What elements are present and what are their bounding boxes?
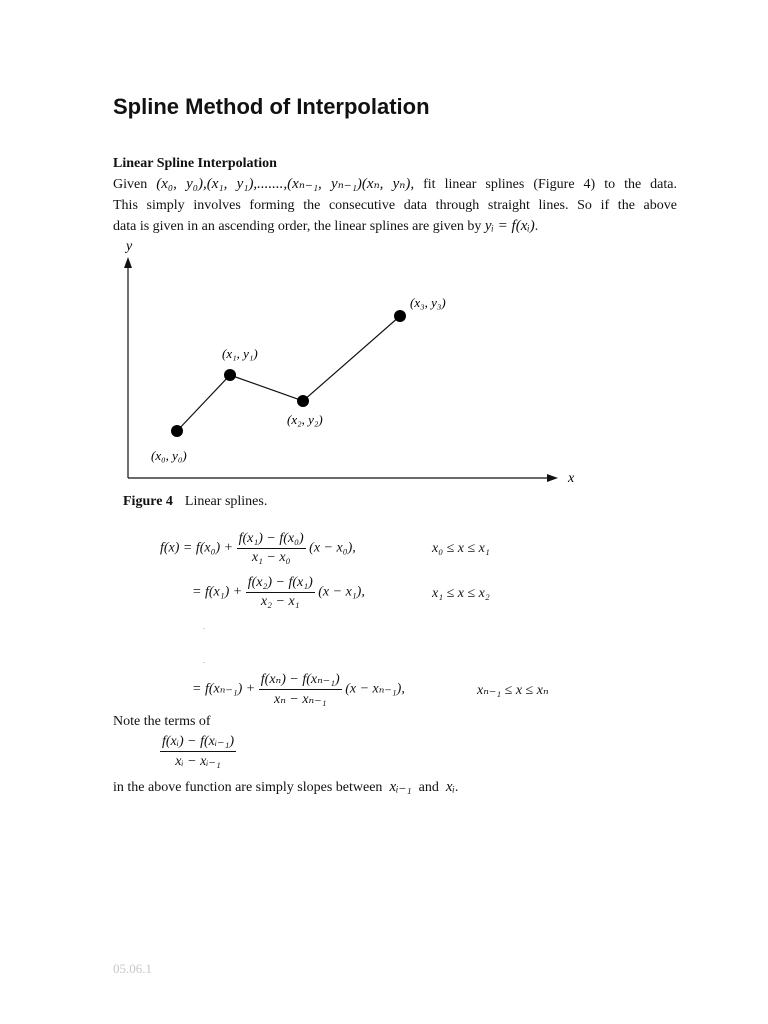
eq1-condition: x₀ ≤ x ≤ x₁ <box>432 541 490 556</box>
eq3-lhs: = f(xₙ₋₁) + <box>192 681 256 697</box>
point-1-marker <box>224 369 236 381</box>
page-title: Spline Method of Interpolation <box>113 94 430 119</box>
eq2-condition: x₁ ≤ x ≤ x₂ <box>432 586 490 601</box>
eq2-tail: (x − x₁), <box>318 584 365 600</box>
caption-label: Figure 4 <box>123 494 173 509</box>
note-outro: in the above function are simply slopes between <box>113 780 383 795</box>
eq2-lhs: = f(x₁) + <box>192 584 243 600</box>
para-line-3-end: . <box>534 219 539 234</box>
para-line-3-text: data is given in an ascending order, the linear splines are given by <box>113 219 482 234</box>
x-axis-arrow-icon <box>547 474 558 482</box>
y-axis-label: y <box>126 239 133 254</box>
note-var-a: xᵢ₋₁ <box>389 779 412 795</box>
eq2-numerator: f(x₂) − f(x₁) <box>246 575 315 593</box>
note-end: . <box>454 780 459 795</box>
eq2-denominator: x₂ − x₁ <box>260 594 300 609</box>
note-conclusion <box>113 777 458 796</box>
eq1-fraction <box>237 531 306 566</box>
point-2-marker <box>297 395 309 407</box>
point-3-marker <box>394 310 406 322</box>
equation-3 <box>192 671 405 708</box>
points-expression: (x₀, y₀),(x₁, y₁),.......,(xₙ₋₁, yₙ₋₁)(xₙ, yₙ), <box>156 176 415 192</box>
eq1-denominator: x₁ − x₀ <box>251 550 291 565</box>
section-heading: Linear Spline Interpolation <box>113 156 277 171</box>
eq3-numerator: f(xₙ) − f(xₙ₋₁) <box>259 671 342 690</box>
point-2-label: (x₂, y₂) <box>287 412 323 427</box>
ellipsis-dot-2: . <box>203 656 205 665</box>
para-line-2: This simply involves forming the consecutive data through straight lines. So if the above <box>113 197 677 213</box>
eq3-condition: xₙ₋₁ ≤ x ≤ xₙ <box>477 683 549 698</box>
para-line-1-rest: fit linear splines (Figure 4) to the data. <box>423 177 677 192</box>
note-numerator: f(xᵢ) − f(xᵢ₋₁) <box>160 733 236 752</box>
note-fraction-body <box>160 733 236 770</box>
caption-text: Linear splines. <box>184 494 268 509</box>
note-and: and <box>418 780 439 795</box>
spline-expression: yᵢ = f(xᵢ) <box>484 218 535 234</box>
equation-1 <box>160 531 356 566</box>
page-number: 05.06.1 <box>113 961 152 976</box>
note-denominator: xᵢ − xᵢ₋₁ <box>175 754 221 769</box>
point-0-marker <box>171 425 183 437</box>
figure-caption <box>123 494 267 510</box>
ellipsis-dot-1: . <box>203 622 205 631</box>
point-3-label: (x₃, y₃) <box>410 295 446 310</box>
note-intro: Note the terms of <box>113 714 211 729</box>
eq3-tail: (x − xₙ₋₁), <box>345 681 405 697</box>
x-axis-label: x <box>568 471 575 486</box>
eq3-fraction <box>259 671 342 708</box>
point-1-label: (x₁, y₁) <box>222 346 258 361</box>
eq1-lhs: f(x) = f(x₀) + <box>160 540 234 556</box>
point-0-label: (x₀, y₀) <box>151 448 187 463</box>
eq1-numerator: f(x₁) − f(x₀) <box>237 531 306 549</box>
y-axis-arrow-icon <box>124 257 132 268</box>
note-var-b: xᵢ <box>445 779 455 795</box>
eq1-tail: (x − x₀), <box>309 540 356 556</box>
eq3-denominator: xₙ − xₙ₋₁ <box>273 692 327 707</box>
note-fraction <box>160 733 236 770</box>
eq2-fraction <box>246 575 315 610</box>
given-word: Given <box>113 177 148 192</box>
equation-2 <box>192 575 365 610</box>
